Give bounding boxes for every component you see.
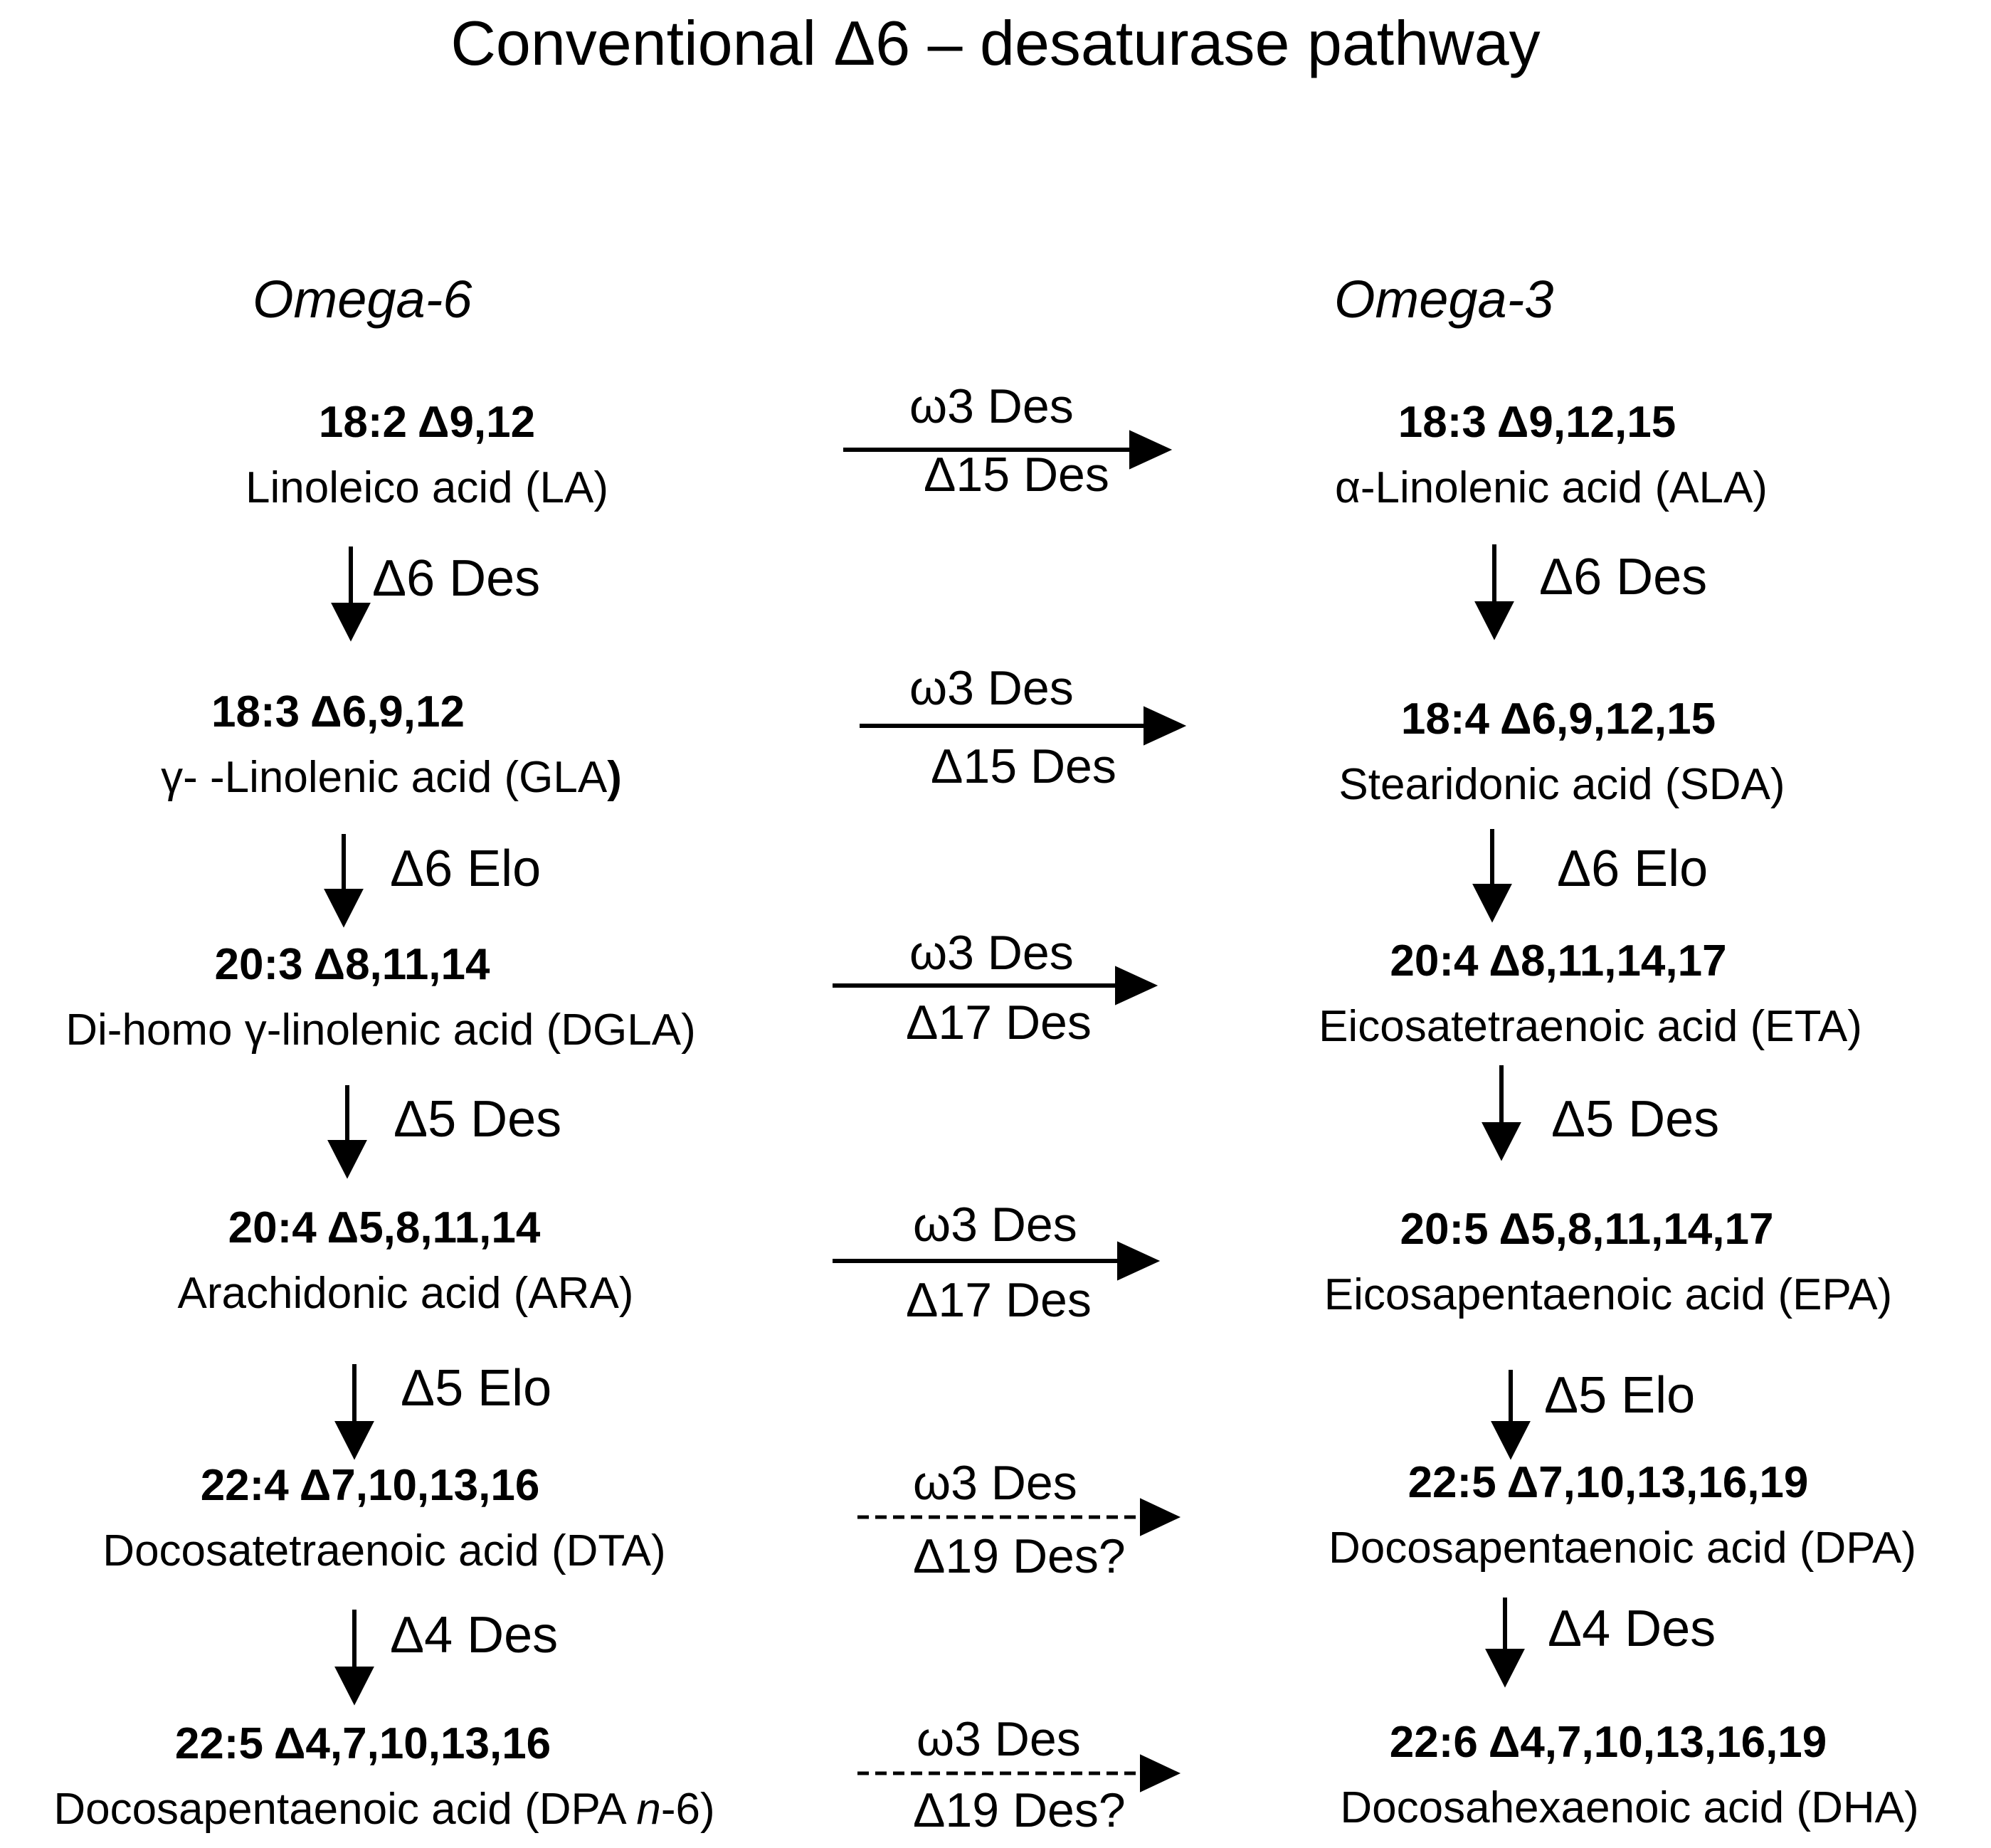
enzyme-label-bottom: Δ19 Des? [913, 1529, 1126, 1583]
omega3-step-label: Δ5 Des [1551, 1091, 1720, 1148]
omega3-step-label: Δ5 Elo [1544, 1367, 1696, 1424]
compound-name: Eicosapentaenoic acid (EPA) [1324, 1270, 1893, 1319]
compound-ala [1267, 390, 1836, 521]
enzyme-label-top: ω3 Des [909, 926, 1074, 980]
compound-formula: 20:4 Δ5,8,11,14 [228, 1203, 541, 1252]
compound-formula: 20:4 Δ8,11,14,17 [1390, 936, 1727, 986]
compound-formula: 22:6 Δ4,7,10,13,16,19 [1389, 1718, 1827, 1767]
compound-formula: 18:4 Δ6,9,12,15 [1400, 695, 1716, 744]
omega3-step-label: Δ4 Des [1548, 1600, 1716, 1657]
compound-name: Docosahexaenoic acid (DHA) [1340, 1783, 1919, 1832]
omega3-step-label: Δ6 Elo [1557, 840, 1709, 897]
compound-formula: 18:3 Δ6,9,12 [211, 687, 465, 736]
omega6-step-label: Δ5 Des [394, 1091, 562, 1148]
compound-name: Eicosatetraenoic acid (ETA) [1319, 1002, 1862, 1051]
compound-name: Linoleico acid (LA) [245, 463, 609, 512]
diagram-title: Conventional Δ6 – desaturase pathway [450, 8, 1541, 78]
compound-name: Docosatetraenoic acid (DTA) [102, 1526, 666, 1575]
enzyme-label-top: ω3 Des [913, 1456, 1077, 1510]
compound-name: Stearidonic acid (SDA) [1338, 760, 1785, 809]
compound-sda [1274, 687, 1850, 818]
compound-formula: 22:4 Δ7,10,13,16 [200, 1461, 540, 1510]
enzyme-label-bottom: Δ17 Des [906, 996, 1092, 1050]
compound-la [178, 390, 676, 521]
compound-gla [71, 680, 712, 811]
omega3-desaturase-arrows [833, 433, 1181, 1789]
enzyme-label-top: ω3 Des [909, 661, 1074, 715]
enzyme-label-top: ω3 Des [913, 1198, 1077, 1252]
omega6-step-label: Δ4 Des [390, 1607, 559, 1664]
compound-name: Di-homo γ-linolenic acid (DGLA) [65, 1005, 696, 1055]
omega6-step-label: Δ6 Elo [390, 840, 542, 897]
compound-dta [64, 1453, 704, 1584]
omega6-header: Omega-6 [253, 270, 472, 329]
compound-dpa [1302, 1450, 1943, 1581]
compound-name: Arachidonic acid (ARA) [177, 1269, 634, 1318]
omega6-step-label: Δ5 Elo [401, 1360, 552, 1417]
compound-name: Docosapentaenoic acid (DPA) [1329, 1524, 1916, 1573]
compound-formula: 18:2 Δ9,12 [318, 398, 536, 447]
compound-formula: 22:5 Δ7,10,13,16,19 [1408, 1458, 1809, 1507]
compound-formula: 20:3 Δ8,11,14 [214, 940, 490, 989]
compound-formula: 20:5 Δ5,8,11,14,17 [1400, 1205, 1774, 1254]
compound-name: Docosapentaenoic acid (DPA n-6) [53, 1785, 715, 1834]
omega3-header: Omega-3 [1334, 270, 1554, 329]
compound-eta [1295, 929, 1886, 1060]
compound-name: α-Linolenic acid (ALA) [1335, 463, 1768, 512]
compound-dpa-n6 [0, 1711, 769, 1842]
compound-name: γ- -Linolenic acid (GLA) [161, 753, 622, 802]
enzyme-label-bottom: Δ17 Des [906, 1273, 1092, 1327]
compound-dgla [21, 932, 740, 1063]
omega3-step-label: Δ6 Des [1539, 549, 1708, 606]
compound-epa [1302, 1197, 1914, 1328]
enzyme-label-top: ω3 Des [909, 379, 1074, 433]
compound-dha [1302, 1710, 1957, 1841]
compound-formula: 22:5 Δ4,7,10,13,16 [174, 1719, 551, 1768]
enzyme-label-bottom: Δ15 Des [924, 448, 1109, 502]
compound-formula: 18:3 Δ9,12,15 [1398, 398, 1676, 447]
omega6-step-label: Δ6 Des [372, 550, 541, 607]
compound-ara [114, 1195, 697, 1326]
enzyme-label-bottom: Δ19 Des? [913, 1783, 1126, 1837]
enzyme-label-top: ω3 Des [917, 1712, 1081, 1766]
enzyme-label-bottom: Δ15 Des [931, 739, 1116, 793]
